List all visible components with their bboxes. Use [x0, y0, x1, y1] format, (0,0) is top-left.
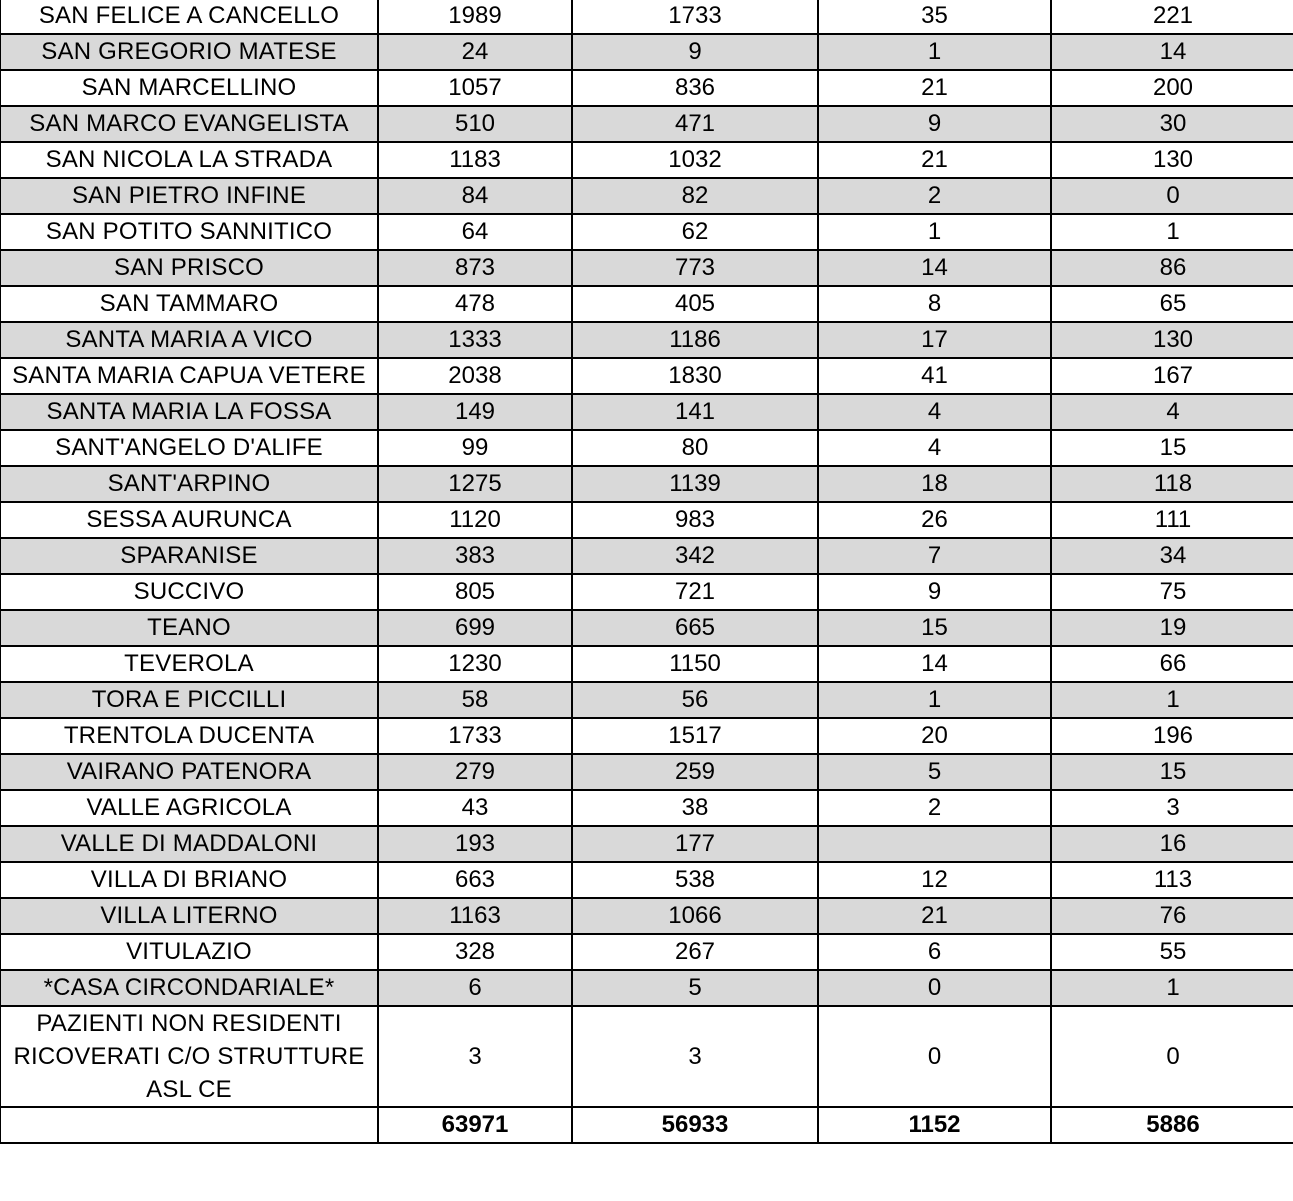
- value-cell: 259: [572, 754, 818, 790]
- value-cell: 17: [818, 322, 1051, 358]
- table-row: [0, 574, 1293, 610]
- value-cell: 167: [1051, 358, 1293, 394]
- value-cell: 983: [572, 502, 818, 538]
- value-cell: 4: [1051, 394, 1293, 430]
- table-row: [0, 70, 1293, 106]
- value-cell: 6: [378, 970, 572, 1006]
- value-cell: 4: [818, 394, 1051, 430]
- value-cell: 2: [818, 178, 1051, 214]
- value-cell: 111: [1051, 502, 1293, 538]
- value-cell: 1057: [378, 70, 572, 106]
- municipality-name-cell: TEVEROLA: [0, 646, 378, 682]
- value-cell: 328: [378, 934, 572, 970]
- value-cell: 15: [1051, 430, 1293, 466]
- value-cell: 14: [818, 250, 1051, 286]
- municipality-name-cell: SAN GREGORIO MATESE: [0, 34, 378, 70]
- table-row: [0, 142, 1293, 178]
- value-cell: 7: [818, 538, 1051, 574]
- municipality-name-cell: SAN MARCO EVANGELISTA: [0, 106, 378, 142]
- value-cell: 26: [818, 502, 1051, 538]
- total-value-cell: 5886: [1051, 1107, 1293, 1143]
- municipality-name-cell: VALLE AGRICOLA: [0, 790, 378, 826]
- value-cell: 118: [1051, 466, 1293, 502]
- value-cell: 1183: [378, 142, 572, 178]
- table-row: [0, 826, 1293, 862]
- value-cell: 15: [1051, 754, 1293, 790]
- value-cell: 196: [1051, 718, 1293, 754]
- municipality-name-cell: TRENTOLA DUCENTA: [0, 718, 378, 754]
- value-cell: 76: [1051, 898, 1293, 934]
- value-cell: 3: [1051, 790, 1293, 826]
- municipality-name-cell: SANTA MARIA LA FOSSA: [0, 394, 378, 430]
- value-cell: 721: [572, 574, 818, 610]
- table-row: [0, 394, 1293, 430]
- municipality-name-cell: SUCCIVO: [0, 574, 378, 610]
- table-row: [0, 322, 1293, 358]
- table-row: [0, 970, 1293, 1006]
- value-cell: 86: [1051, 250, 1293, 286]
- municipality-name-cell: SAN TAMMARO: [0, 286, 378, 322]
- value-cell: 9: [572, 34, 818, 70]
- value-cell: 141: [572, 394, 818, 430]
- value-cell: 8: [818, 286, 1051, 322]
- value-cell: 20: [818, 718, 1051, 754]
- value-cell: 5: [818, 754, 1051, 790]
- value-cell: 1230: [378, 646, 572, 682]
- value-cell: 2: [818, 790, 1051, 826]
- municipality-name-cell: SAN NICOLA LA STRADA: [0, 142, 378, 178]
- table-row: [0, 682, 1293, 718]
- value-cell: 43: [378, 790, 572, 826]
- value-cell: 30: [1051, 106, 1293, 142]
- value-cell: 471: [572, 106, 818, 142]
- table-row: [0, 250, 1293, 286]
- value-cell: 805: [378, 574, 572, 610]
- total-label-cell: [0, 1107, 378, 1143]
- value-cell: 699: [378, 610, 572, 646]
- value-cell: 3: [572, 1006, 818, 1107]
- table-row: [0, 898, 1293, 934]
- value-cell: 99: [378, 430, 572, 466]
- value-cell: 221: [1051, 0, 1293, 34]
- value-cell: 19: [1051, 610, 1293, 646]
- table-row: [0, 34, 1293, 70]
- value-cell: 1517: [572, 718, 818, 754]
- municipality-name-cell: PAZIENTI NON RESIDENTI RICOVERATI C/O STRUTTURE ASL CE: [0, 1006, 378, 1107]
- value-cell: 177: [572, 826, 818, 862]
- value-cell: 15: [818, 610, 1051, 646]
- municipality-name-cell: SPARANISE: [0, 538, 378, 574]
- value-cell: 4: [818, 430, 1051, 466]
- value-cell: 1139: [572, 466, 818, 502]
- municipality-name-cell: SANTA MARIA CAPUA VETERE: [0, 358, 378, 394]
- value-cell: 16: [1051, 826, 1293, 862]
- municipality-name-cell: SESSA AURUNCA: [0, 502, 378, 538]
- table-row: [0, 718, 1293, 754]
- value-cell: 5: [572, 970, 818, 1006]
- municipality-name-cell: SAN POTITO SANNITICO: [0, 214, 378, 250]
- table-row: [0, 646, 1293, 682]
- municipality-name-cell: SANT'ARPINO: [0, 466, 378, 502]
- municipality-name-cell: SAN FELICE A CANCELLO: [0, 0, 378, 34]
- value-cell: 478: [378, 286, 572, 322]
- value-cell: 0: [1051, 1006, 1293, 1107]
- table-row: [0, 178, 1293, 214]
- table-row: [0, 358, 1293, 394]
- value-cell: 1032: [572, 142, 818, 178]
- municipality-name-cell: SAN PRISCO: [0, 250, 378, 286]
- value-cell: 1: [818, 682, 1051, 718]
- municipality-name-cell: SANTA MARIA A VICO: [0, 322, 378, 358]
- municipality-name-cell: SAN MARCELLINO: [0, 70, 378, 106]
- table-row: [0, 790, 1293, 826]
- value-cell: 9: [818, 106, 1051, 142]
- value-cell: 405: [572, 286, 818, 322]
- value-cell: 0: [818, 970, 1051, 1006]
- value-cell: 2038: [378, 358, 572, 394]
- table-row: [0, 754, 1293, 790]
- value-cell: 65: [1051, 286, 1293, 322]
- value-cell: 510: [378, 106, 572, 142]
- value-cell: 1: [1051, 682, 1293, 718]
- value-cell: 14: [1051, 34, 1293, 70]
- table-row: [0, 106, 1293, 142]
- table-row: [0, 502, 1293, 538]
- value-cell: 1733: [572, 0, 818, 34]
- municipality-name-cell: TORA E PICCILLI: [0, 682, 378, 718]
- value-cell: 873: [378, 250, 572, 286]
- value-cell: 6: [818, 934, 1051, 970]
- value-cell: 34: [1051, 538, 1293, 574]
- value-cell: 773: [572, 250, 818, 286]
- value-cell: 383: [378, 538, 572, 574]
- value-cell: 1120: [378, 502, 572, 538]
- value-cell: 84: [378, 178, 572, 214]
- value-cell: 62: [572, 214, 818, 250]
- value-cell: 38: [572, 790, 818, 826]
- value-cell: 1733: [378, 718, 572, 754]
- table-row: [0, 610, 1293, 646]
- total-row: [0, 1107, 1293, 1143]
- table-row: [0, 286, 1293, 322]
- value-cell: 21: [818, 898, 1051, 934]
- value-cell: 41: [818, 358, 1051, 394]
- table-row: [0, 1006, 1293, 1107]
- table-row: [0, 430, 1293, 466]
- value-cell: 1830: [572, 358, 818, 394]
- value-cell: 75: [1051, 574, 1293, 610]
- value-cell: 35: [818, 0, 1051, 34]
- value-cell: 279: [378, 754, 572, 790]
- value-cell: 836: [572, 70, 818, 106]
- total-value-cell: 63971: [378, 1107, 572, 1143]
- value-cell: 663: [378, 862, 572, 898]
- value-cell: 193: [378, 826, 572, 862]
- municipality-name-cell: *CASA CIRCONDARIALE*: [0, 970, 378, 1006]
- value-cell: 0: [1051, 178, 1293, 214]
- municipality-name-cell: VALLE DI MADDALONI: [0, 826, 378, 862]
- value-cell: 1163: [378, 898, 572, 934]
- total-value-cell: 56933: [572, 1107, 818, 1143]
- value-cell: 9: [818, 574, 1051, 610]
- value-cell: 1: [818, 214, 1051, 250]
- value-cell: 1186: [572, 322, 818, 358]
- total-value-cell: 1152: [818, 1107, 1051, 1143]
- value-cell: 665: [572, 610, 818, 646]
- value-cell: 12: [818, 862, 1051, 898]
- value-cell: 1: [1051, 214, 1293, 250]
- value-cell: 342: [572, 538, 818, 574]
- municipality-name-cell: VILLA LITERNO: [0, 898, 378, 934]
- value-cell: 1989: [378, 0, 572, 34]
- value-cell: 1: [818, 34, 1051, 70]
- value-cell: 56: [572, 682, 818, 718]
- value-cell: 58: [378, 682, 572, 718]
- table-row: [0, 538, 1293, 574]
- value-cell: 113: [1051, 862, 1293, 898]
- table-row: [0, 214, 1293, 250]
- value-cell: 55: [1051, 934, 1293, 970]
- value-cell: 1333: [378, 322, 572, 358]
- table-row: [0, 466, 1293, 502]
- value-cell: 149: [378, 394, 572, 430]
- value-cell: 267: [572, 934, 818, 970]
- value-cell: 14: [818, 646, 1051, 682]
- table-row: [0, 0, 1293, 34]
- municipality-name-cell: SAN PIETRO INFINE: [0, 178, 378, 214]
- value-cell: 21: [818, 70, 1051, 106]
- value-cell: 538: [572, 862, 818, 898]
- value-cell: 21: [818, 142, 1051, 178]
- value-cell: 3: [378, 1006, 572, 1107]
- municipality-name-cell: VILLA DI BRIANO: [0, 862, 378, 898]
- value-cell: 1066: [572, 898, 818, 934]
- value-cell: [818, 826, 1051, 862]
- table-row: [0, 934, 1293, 970]
- value-cell: 1275: [378, 466, 572, 502]
- municipality-name-cell: TEANO: [0, 610, 378, 646]
- municipality-name-cell: VAIRANO PATENORA: [0, 754, 378, 790]
- value-cell: 18: [818, 466, 1051, 502]
- municipality-name-cell: VITULAZIO: [0, 934, 378, 970]
- value-cell: 64: [378, 214, 572, 250]
- table-row: [0, 862, 1293, 898]
- municipality-name-cell: SANT'ANGELO D'ALIFE: [0, 430, 378, 466]
- value-cell: 82: [572, 178, 818, 214]
- value-cell: 66: [1051, 646, 1293, 682]
- value-cell: 0: [818, 1006, 1051, 1107]
- value-cell: 80: [572, 430, 818, 466]
- value-cell: 24: [378, 34, 572, 70]
- value-cell: 130: [1051, 142, 1293, 178]
- value-cell: 1150: [572, 646, 818, 682]
- value-cell: 130: [1051, 322, 1293, 358]
- value-cell: 1: [1051, 970, 1293, 1006]
- value-cell: 200: [1051, 70, 1293, 106]
